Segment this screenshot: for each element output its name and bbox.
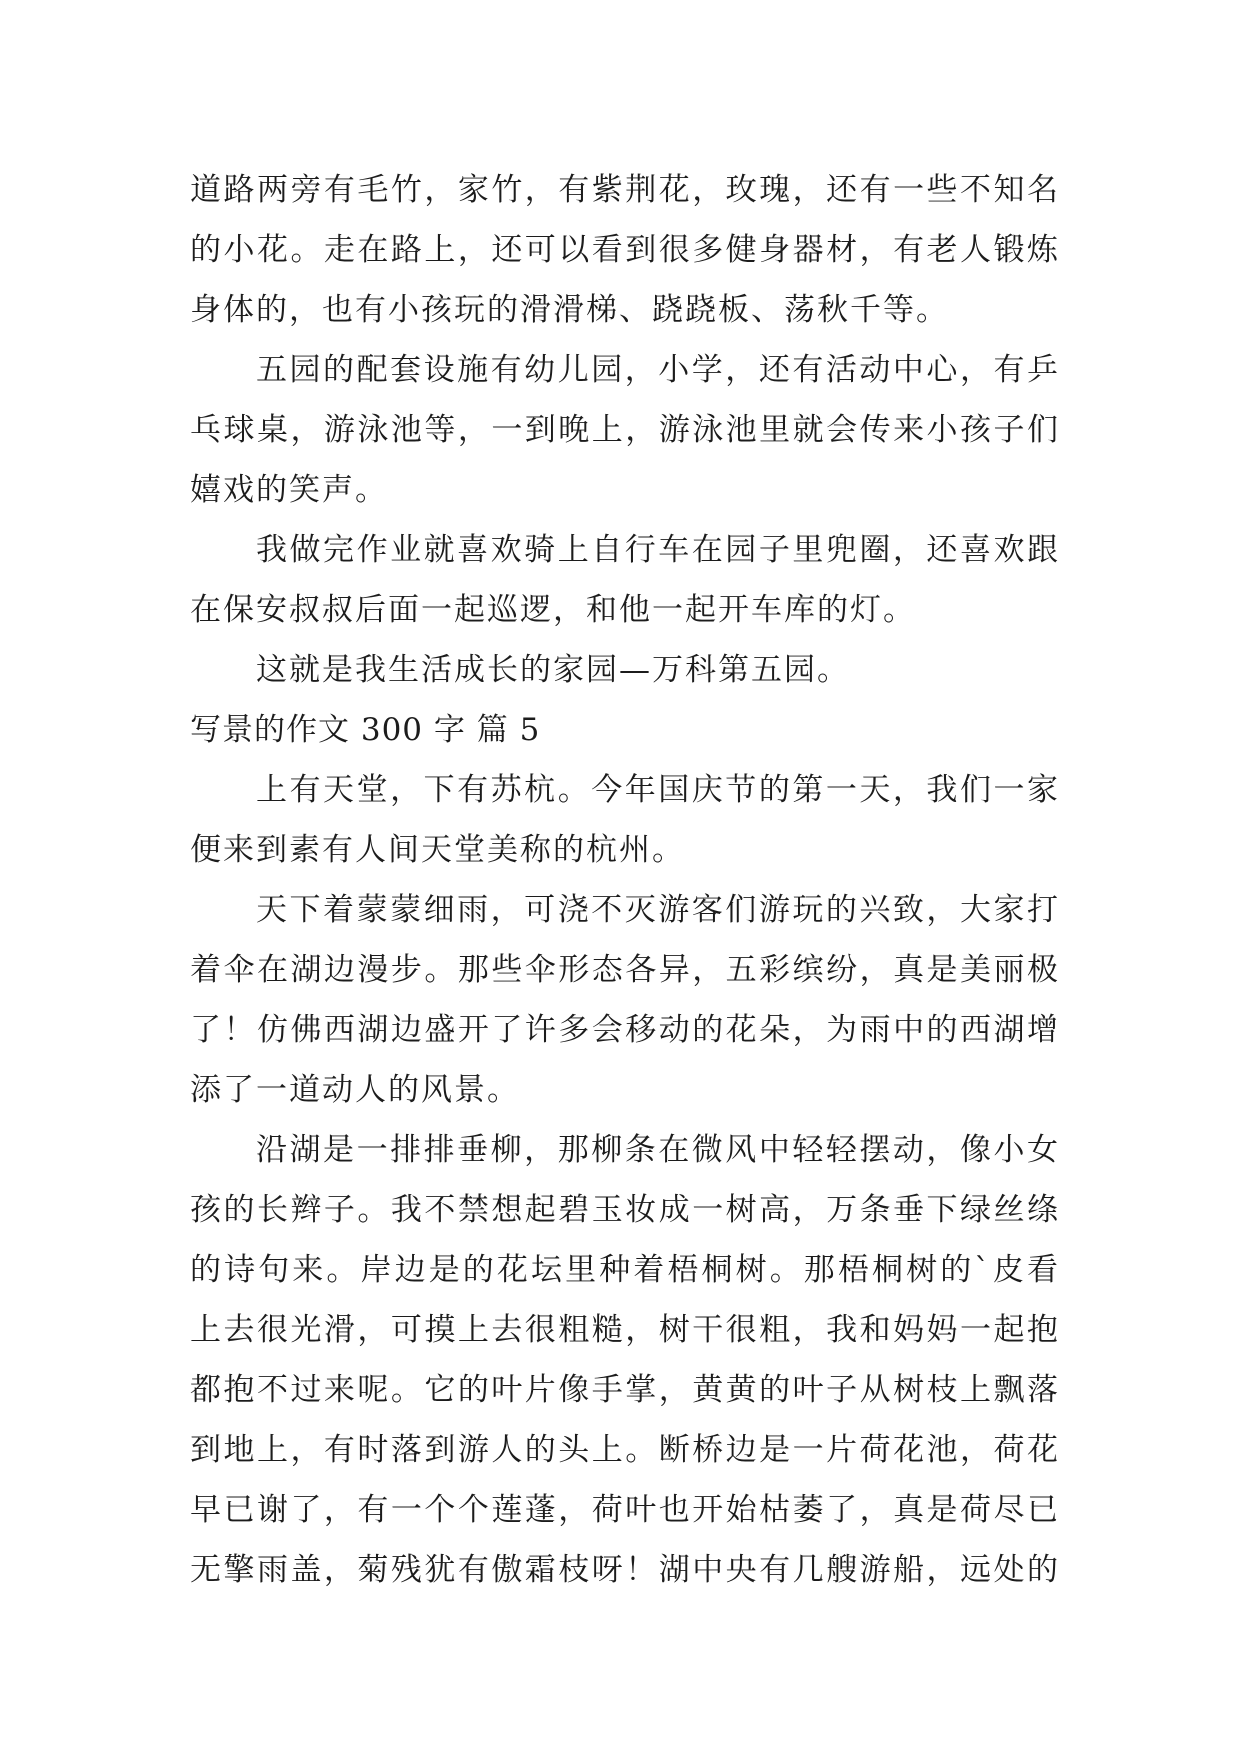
text-line: 孩的长辫子。我不禁想起碧玉妆成一树高，万条垂下绿丝绦 bbox=[190, 1192, 1060, 1228]
text-line: 都抱不过来呢。它的叶片像手掌，黄黄的叶子从树枝上飘落 bbox=[190, 1372, 1060, 1408]
text-line: 乓球桌，游泳池等，一到晚上，游泳池里就会传来小孩子们 bbox=[190, 412, 1060, 448]
text-line: 便来到素有人间天堂美称的杭州。 bbox=[190, 832, 685, 868]
text-line: 添了一道动人的风景。 bbox=[190, 1072, 520, 1108]
text-line: 的小花。走在路上，还可以看到很多健身器材，有老人锻炼 bbox=[190, 232, 1060, 268]
text-line: 到地上，有时落到游人的头上。断桥边是一片荷花池，荷花 bbox=[190, 1432, 1060, 1468]
text-line: 身体的，也有小孩玩的滑滑梯、跷跷板、荡秋千等。 bbox=[190, 292, 949, 328]
text-line: 着伞在湖边漫步。那些伞形态各异，五彩缤纷，真是美丽极 bbox=[190, 952, 1060, 988]
paragraph-start-line: 我做完作业就喜欢骑上自行车在园子里兜圈，还喜欢跟 bbox=[256, 532, 1060, 568]
paragraph-start-line: 天下着蒙蒙细雨，可浇不灭游客们游玩的兴致，大家打 bbox=[256, 892, 1060, 928]
text-line: 无擎雨盖，菊残犹有傲霜枝呀！湖中央有几艘游船，远处的 bbox=[190, 1552, 1060, 1588]
paragraph-start-line: 这就是我生活成长的家园—万科第五园。 bbox=[256, 652, 850, 688]
text-line: 早已谢了，有一个个莲蓬，荷叶也开始枯萎了，真是荷尽已 bbox=[190, 1492, 1060, 1528]
text-line: 嬉戏的笑声。 bbox=[190, 472, 388, 508]
text-line: 的诗句来。岸边是的花坛里种着梧桐树。那梧桐树的`皮看 bbox=[190, 1252, 1060, 1288]
text-line: 了！仿佛西湖边盛开了许多会移动的花朵，为雨中的西湖增 bbox=[190, 1012, 1060, 1048]
text-line: 在保安叔叔后面一起巡逻，和他一起开车库的灯。 bbox=[190, 592, 916, 628]
text-line: 道路两旁有毛竹，家竹，有紫荆花，玫瑰，还有一些不知名 bbox=[190, 172, 1060, 208]
section-heading: 写景的作文 300 字 篇 5 bbox=[190, 712, 541, 748]
paragraph-start-line: 沿湖是一排排垂柳，那柳条在微风中轻轻摆动，像小女 bbox=[256, 1132, 1060, 1168]
paragraph-start-line: 五园的配套设施有幼儿园，小学，还有活动中心，有乒 bbox=[256, 352, 1060, 388]
text-line: 上去很光滑，可摸上去很粗糙，树干很粗，我和妈妈一起抱 bbox=[190, 1312, 1060, 1348]
essay-text bbox=[190, 160, 1060, 1600]
paragraph-start-line: 上有天堂，下有苏杭。今年国庆节的第一天，我们一家 bbox=[256, 772, 1060, 808]
